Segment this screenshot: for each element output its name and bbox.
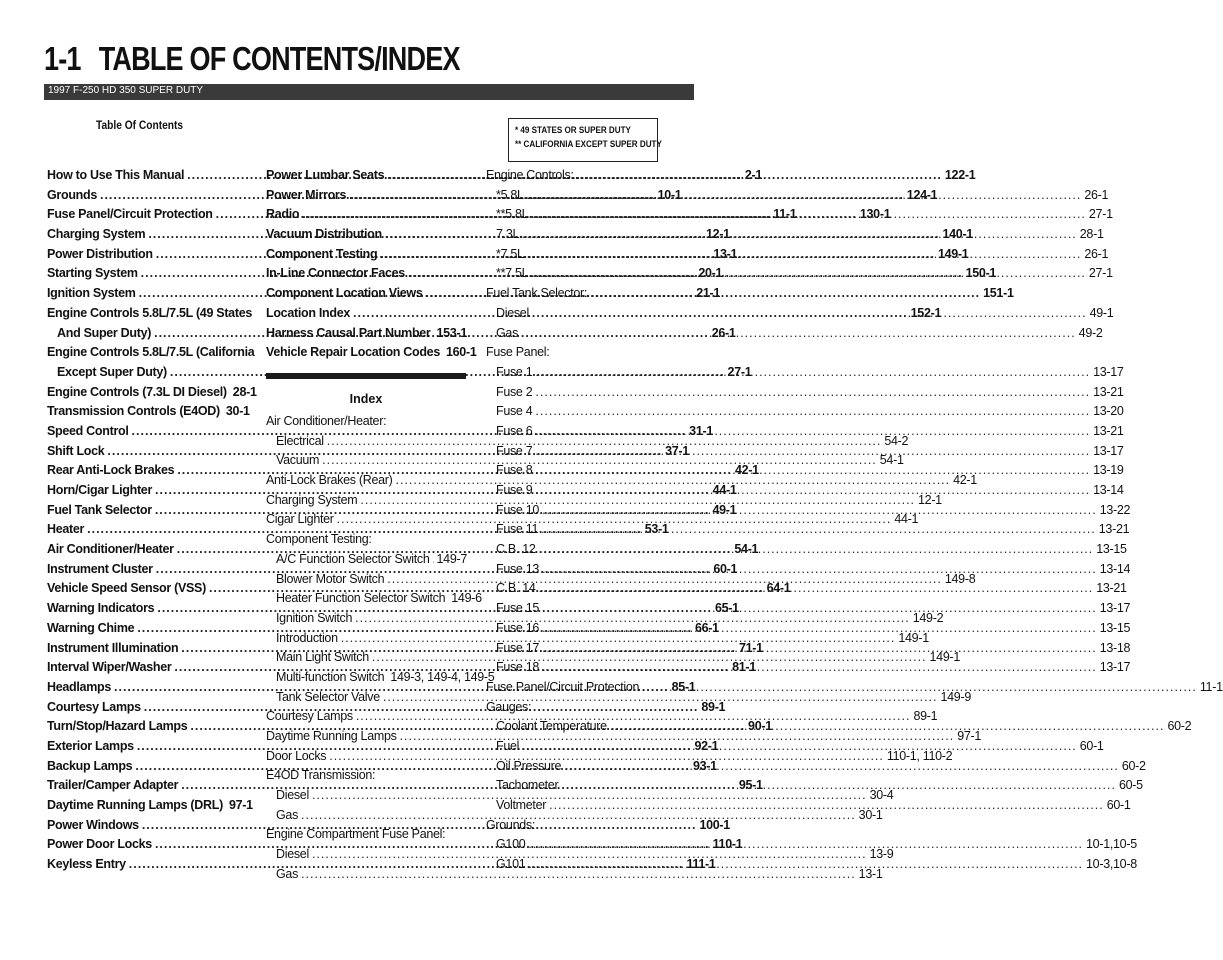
index-title: Index	[349, 392, 383, 406]
entry-page: 130-1	[859, 207, 891, 222]
entry-label: Instrument Illumination	[47, 640, 179, 655]
entry-page: 13-1	[713, 246, 738, 261]
entry-page: 13-19	[1093, 463, 1124, 478]
entry-label: Tachometer	[496, 778, 559, 793]
entry-page: 150-1	[965, 266, 997, 281]
dot-leader	[610, 717, 1165, 737]
entry-page: 85-1	[671, 679, 696, 694]
entry-page: 110-1, 110-2	[886, 748, 953, 763]
entry-label: Except Super Duty)	[57, 364, 167, 379]
index-heading: Fuel Tank Selector:	[486, 286, 588, 301]
entry-page: 13-14	[1093, 483, 1124, 497]
index-entry[interactable]	[266, 668, 495, 688]
dot-leader	[535, 383, 1090, 403]
index-entry[interactable]	[266, 589, 482, 609]
toc-entry[interactable]	[47, 383, 257, 403]
divider-rule	[266, 373, 466, 379]
entry-page: 21-1	[696, 286, 721, 301]
entry-label: Transmission Controls (E4OD)	[47, 404, 220, 419]
entry-label: Radio	[266, 207, 300, 222]
entry-label: Fuse Panel/Circuit Protection	[47, 207, 213, 222]
entry-label: Diesel	[276, 788, 309, 803]
entry-page: 10-3,10-8	[1086, 857, 1137, 872]
entry-page: 54-1	[734, 542, 759, 557]
entry-page: 65-1	[714, 601, 739, 616]
entry-page: 149-1	[929, 650, 960, 665]
dot-leader	[642, 678, 1197, 698]
title-text: TABLE OF CONTENTS/INDEX	[98, 40, 460, 77]
entry-label: Fuse 18	[496, 660, 540, 675]
entry-label: Courtesy Lamps	[266, 709, 353, 724]
entry-label: And Super Duty)	[57, 325, 152, 340]
entry-page: 81-1	[732, 660, 756, 675]
vehicle-label: 1997 F-250 HD 350 SUPER DUTY	[48, 85, 204, 96]
entry-page: 71-1	[738, 640, 763, 655]
entry-label: Coolant Temperature	[496, 719, 607, 734]
entry-label: Warning Indicators	[47, 601, 155, 616]
index-entry[interactable]	[266, 550, 467, 570]
dot-leader	[535, 461, 1090, 481]
entry-page: 66-1	[694, 620, 719, 635]
dot-leader	[542, 501, 1097, 521]
dot-leader	[542, 599, 1097, 619]
entry-page: 151-1	[983, 286, 1014, 301]
entry-page: 149-6	[451, 591, 482, 606]
section-number: 1-1	[44, 40, 81, 77]
entry-page: 100-1	[699, 817, 730, 832]
entry-page: 13-15	[1099, 620, 1131, 635]
toc-entry[interactable]	[266, 343, 477, 363]
toc-entry[interactable]	[47, 796, 253, 816]
entry-page: 30-1	[225, 404, 250, 419]
entry-label: Fuse 8	[496, 463, 533, 478]
entry-page: 13-17	[1099, 601, 1131, 616]
entry-label: Engine Controls 5.8L/7.5L (49 States	[47, 305, 253, 320]
entry-label: Warning Chime	[47, 620, 135, 635]
vehicle-band	[44, 84, 694, 100]
entry-label: *7.5L	[496, 246, 524, 261]
entry-label: Gas	[276, 866, 299, 881]
entry-label: Charging System	[47, 227, 146, 242]
entry-label: Trailer/Camper Adapter	[47, 778, 179, 793]
entry-page: 122-1	[944, 168, 976, 182]
entry-label: Ignition System	[47, 286, 136, 301]
entry-label: Fuse 11	[496, 522, 539, 537]
dot-leader	[531, 205, 1086, 225]
entry-page: 30-1	[858, 807, 883, 822]
entry-page: 10-1	[657, 187, 682, 202]
entry-label: Heater Function Selector Switch	[276, 591, 446, 606]
entry-page: 11-1	[773, 207, 797, 222]
entry-label: G100	[496, 837, 526, 852]
entry-label: Daytime Running Lamps (DRL)	[47, 798, 223, 812]
index-heading: Fuse Panel:	[486, 345, 550, 360]
entry-label: **7.5L	[496, 266, 529, 281]
entry-label: C.B. 12	[496, 542, 536, 557]
dot-leader	[561, 776, 1116, 796]
index-heading: Gauges:	[486, 699, 532, 714]
entry-page: 13-21	[1093, 423, 1124, 438]
entry-page: 152-1	[910, 305, 942, 320]
index-heading: E4OD Transmission:	[266, 768, 376, 783]
entry-label: *5.8L	[496, 187, 524, 202]
toc-entry[interactable]	[47, 402, 248, 422]
entry-page: 149-3, 149-4, 149-5	[390, 669, 495, 684]
entry-label: Shift Lock	[47, 443, 105, 458]
entry-page: 13-21	[1098, 522, 1130, 537]
legend-line-2: ** CALIFORNIA EXCEPT SUPER DUTY	[515, 139, 662, 150]
entry-label: Diesel	[276, 847, 309, 862]
dot-leader	[535, 481, 1090, 501]
entry-label: Instrument Cluster	[47, 561, 153, 576]
entry-page: 13-9	[869, 847, 894, 862]
entry-label: Oil Pressure	[496, 758, 562, 773]
entry-label: Door Locks	[266, 748, 327, 763]
entry-page: 110-1	[712, 837, 743, 852]
entry-label: Turn/Stop/Hazard Lamps	[47, 719, 188, 734]
index-heading: Grounds:	[486, 817, 536, 832]
entry-label: Daytime Running Lamps	[266, 729, 397, 743]
index-entry[interactable]	[486, 520, 1130, 540]
entry-label: How to Use This Manual	[47, 168, 185, 182]
entry-label: Charging System	[266, 492, 358, 507]
entry-page: 49-1	[712, 502, 737, 517]
entry-label: Fuse 13	[496, 561, 540, 576]
dot-leader	[528, 855, 1083, 875]
index-heading: Engine Controls:	[486, 168, 574, 182]
entry-label: Fuse 7	[496, 443, 533, 458]
dot-leader	[542, 658, 1097, 678]
dot-leader	[549, 796, 1104, 816]
entry-label: Introduction	[276, 630, 338, 645]
entry-label: Power Mirrors	[266, 187, 347, 202]
entry-page: 13-15	[1096, 542, 1127, 557]
entry-label: G101	[496, 857, 526, 872]
toc-heading: Table Of Contents	[96, 118, 184, 132]
entry-label: Component Testing	[266, 246, 378, 261]
dot-leader	[542, 560, 1097, 580]
entry-page: 27-1	[727, 364, 752, 379]
entry-page: 95-1	[738, 778, 763, 793]
entry-page: 90-1	[748, 719, 772, 734]
entry-label: Engine Controls 5.8L/7.5L (California	[47, 345, 255, 360]
entry-label: Component Location Views	[266, 286, 423, 301]
dot-leader	[535, 422, 1090, 442]
entry-label: Fuse 15	[496, 601, 540, 616]
dot-leader	[535, 442, 1090, 462]
entry-label: Location Index	[266, 305, 351, 320]
entry-label: Fuse 4	[496, 404, 533, 419]
entry-page: 44-1	[712, 483, 737, 497]
entry-page: 13-1	[858, 866, 883, 881]
entry-label: Vacuum	[276, 453, 320, 468]
dot-leader	[532, 304, 1087, 324]
entry-page: 11-1	[1199, 679, 1223, 694]
entry-label: Backup Lamps	[47, 758, 133, 773]
entry-page: 44-1	[894, 512, 919, 527]
entry-page: 13-21	[1093, 384, 1124, 399]
entry-page: 13-14	[1099, 561, 1131, 576]
entry-label: Anti-Lock Brakes (Rear)	[266, 473, 393, 488]
entry-label: Harness Causal Part Number	[266, 325, 431, 340]
entry-page: 149-2	[912, 610, 944, 625]
entry-page: 28-1	[232, 384, 257, 399]
legend-box	[508, 118, 662, 162]
entry-page: 93-1	[692, 758, 717, 773]
dot-leader	[539, 579, 1094, 599]
entry-page: 89-1	[701, 699, 726, 714]
entry-label: Voltmeter	[496, 798, 547, 812]
entry-label: Horn/Cigar Lighter	[47, 483, 153, 497]
entry-label: Rear Anti-Lock Brakes	[47, 463, 175, 478]
entry-page: 60-1	[1079, 738, 1104, 753]
entry-page: 153-1	[436, 325, 467, 340]
entry-page: 124-1	[906, 187, 938, 202]
entry-page: 149-1	[937, 246, 969, 261]
entry-label: Fuse 1	[496, 364, 533, 379]
entry-page: 13-17	[1099, 660, 1131, 675]
entry-label: **5.8L	[496, 207, 529, 222]
entry-page: 49-1	[1089, 305, 1114, 320]
entry-label: Blower Motor Switch	[276, 571, 385, 586]
entry-page: 12-1	[918, 492, 942, 507]
entry-label: Fuse 2	[496, 384, 533, 399]
entry-label: Keyless Entry	[47, 857, 126, 872]
entry-label: C.B. 14	[496, 581, 536, 596]
entry-page: 49-2	[1078, 325, 1103, 340]
dot-leader	[535, 402, 1090, 422]
entry-page: 149-8	[944, 571, 976, 586]
entry-label: Fuel	[496, 738, 520, 753]
entry-label: Engine Controls (7.3L DI Diesel)	[47, 384, 227, 399]
entry-label: Tank Selector Valve	[276, 689, 380, 704]
dot-leader	[542, 639, 1097, 659]
dot-leader	[522, 737, 1077, 757]
entry-label: Headlamps	[47, 679, 111, 694]
toc-entry[interactable]	[47, 304, 253, 324]
entry-label: Main Light Switch	[276, 650, 369, 665]
dot-leader	[535, 363, 1090, 383]
entry-page: 13-21	[1096, 581, 1127, 596]
entry-label: Diesel	[496, 305, 529, 320]
entry-label: Speed Control	[47, 423, 129, 438]
entry-label: A/C Function Selector Switch	[276, 551, 430, 566]
entry-label: Fuse 9	[496, 483, 533, 497]
entry-label: Fuse 16	[496, 620, 540, 635]
entry-label: Exterior Lamps	[47, 738, 134, 753]
entry-page: 27-1	[1088, 266, 1113, 281]
entry-label: Courtesy Lamps	[47, 699, 141, 714]
entry-page: 60-1	[1106, 798, 1131, 812]
entry-label: 7.3L	[496, 227, 520, 242]
entry-label: Fuse Panel/Circuit Protection	[486, 679, 640, 694]
entry-page: 27-1	[1088, 207, 1113, 222]
entry-label: Ignition Switch	[276, 610, 353, 625]
index-heading: Component Testing:	[266, 532, 372, 547]
entry-page: 12-1	[705, 227, 730, 242]
entry-page: 20-1	[698, 266, 723, 281]
entry-page: 26-1	[711, 325, 736, 340]
entry-page: 149-1	[898, 630, 929, 645]
entry-label: Power Door Locks	[47, 837, 152, 852]
dot-leader	[564, 757, 1119, 777]
entry-page: 37-1	[665, 443, 689, 458]
entry-label: Fuse 17	[496, 640, 540, 655]
entry-page: 89-1	[913, 709, 938, 724]
page-title	[44, 40, 460, 78]
entry-page: 149-7	[436, 551, 467, 566]
dot-leader	[522, 225, 1077, 245]
entry-page: 28-1	[1079, 227, 1104, 242]
entry-label: Fuse 6	[496, 423, 533, 438]
entry-page: 60-5	[1118, 778, 1143, 793]
entry-label: Multi-function Switch	[276, 669, 385, 684]
entry-label: Power Lumbar Seats	[266, 168, 385, 182]
entry-page: 140-1	[942, 227, 973, 242]
entry-page: 42-1	[953, 473, 977, 488]
toc-entry[interactable]	[47, 343, 255, 363]
entry-label: Air Conditioner/Heater	[47, 542, 174, 557]
entry-page: 26-1	[1084, 187, 1109, 202]
entry-page: 13-17	[1093, 364, 1124, 379]
entry-label: Heater	[47, 522, 85, 537]
entry-page: 13-17	[1093, 443, 1124, 458]
entry-page: 64-1	[766, 581, 791, 596]
entry-label: Vehicle Repair Location Codes	[266, 345, 440, 360]
entry-page: 2-1	[744, 168, 762, 182]
entry-page: 111-1	[686, 857, 716, 872]
entry-label: In-Line Connector Faces	[266, 266, 405, 281]
entry-page: 92-1	[694, 738, 719, 753]
entry-label: Power Distribution	[47, 246, 153, 261]
dot-leader	[528, 835, 1083, 855]
entry-label: Fuel Tank Selector	[47, 502, 152, 517]
index-entry[interactable]	[266, 865, 883, 885]
dot-leader	[541, 520, 1096, 540]
entry-page: 53-1	[644, 522, 669, 537]
entry-label: Vacuum Distribution	[266, 227, 382, 242]
legend-line-1: * 49 STATES OR SUPER DUTY	[515, 125, 631, 136]
index-heading: Air Conditioner/Heater:	[266, 414, 387, 428]
entry-label: Gas	[496, 325, 519, 340]
entry-page: 54-2	[884, 433, 909, 448]
entry-label: Power Windows	[47, 817, 139, 832]
dot-leader	[542, 619, 1097, 639]
dot-leader	[432, 550, 433, 570]
index-heading: Engine Compartment Fuse Panel:	[266, 827, 446, 842]
entry-page: 31-1	[689, 423, 713, 438]
index-entry[interactable]	[486, 383, 1124, 403]
entry-label: Starting System	[47, 266, 138, 281]
dot-leader	[521, 324, 1076, 344]
entry-page: 97-1	[957, 729, 982, 743]
dot-leader	[539, 540, 1094, 560]
entry-page: 60-1	[713, 561, 738, 576]
entry-label: Fuse 10	[496, 502, 540, 517]
toc-entry[interactable]	[266, 324, 467, 344]
entry-label: Grounds	[47, 187, 97, 202]
index-entry[interactable]	[486, 402, 1124, 422]
entry-label: Cigar Lighter	[266, 512, 334, 527]
entry-page: 149-9	[940, 689, 971, 704]
entry-page: 60-2	[1167, 719, 1192, 734]
entry-label: Gas	[276, 807, 299, 822]
entry-page: 42-1	[734, 463, 759, 478]
entry-page: 30-4	[869, 788, 894, 803]
entry-page: 97-1	[228, 798, 253, 812]
entry-page: 60-2	[1121, 758, 1146, 773]
entry-page: 26-1	[1084, 246, 1109, 261]
entry-label: Interval Wiper/Washer	[47, 660, 172, 675]
entry-page: 160-1	[446, 345, 477, 360]
entry-page: 13-22	[1099, 502, 1131, 517]
entry-page: 13-20	[1093, 404, 1124, 419]
entry-page: 54-1	[879, 453, 904, 468]
dot-leader	[527, 245, 1082, 265]
dot-leader	[531, 264, 1086, 284]
entry-label: Electrical	[276, 433, 324, 448]
entry-label: Vehicle Speed Sensor (VSS)	[47, 581, 206, 596]
entry-page: 10-1,10-5	[1086, 837, 1137, 852]
entry-page: 13-18	[1099, 640, 1131, 655]
dot-leader	[527, 186, 1082, 206]
